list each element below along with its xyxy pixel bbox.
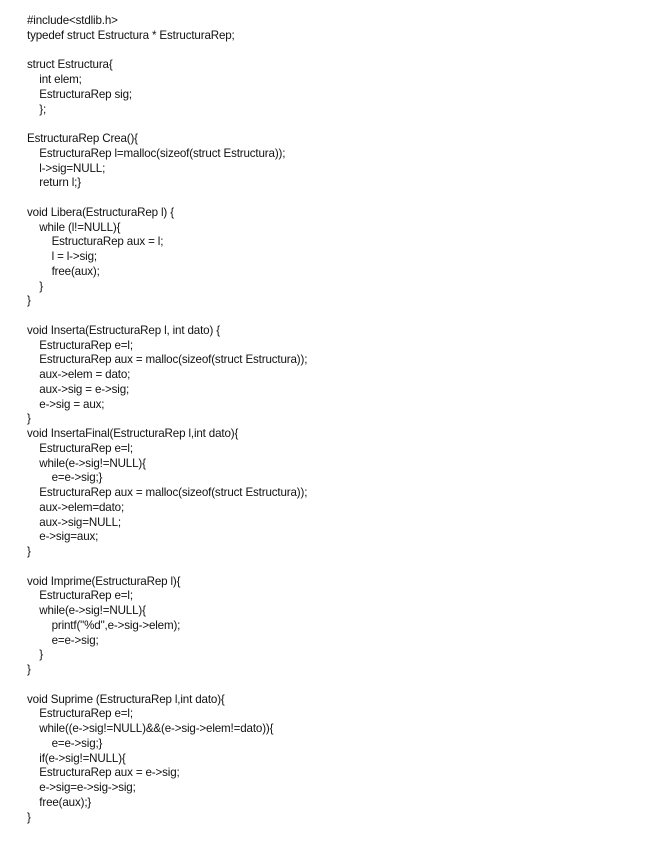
code-line: EstructuraRep aux = l; bbox=[27, 235, 164, 249]
code-line: void Libera(EstructuraRep l) { bbox=[27, 205, 174, 219]
code-line: free(aux); bbox=[27, 264, 100, 278]
code-line: printf("%d",e->sig->elem); bbox=[27, 618, 181, 632]
code-line bbox=[27, 44, 647, 59]
code-line: EstructuraRep sig; bbox=[27, 87, 132, 101]
code-line: } bbox=[27, 294, 31, 308]
code-line: #include<stdlib.h> bbox=[27, 14, 118, 27]
code-line bbox=[27, 560, 647, 575]
code-line: while (l!=NULL){ bbox=[27, 220, 121, 234]
code-line: EstructuraRep e=l; bbox=[27, 589, 133, 603]
code-line: aux->elem = dato; bbox=[27, 368, 131, 381]
code-line: aux->sig=NULL; bbox=[27, 515, 121, 529]
code-line: while(e->sig!=NULL){ bbox=[27, 604, 146, 617]
code-line: } bbox=[27, 279, 44, 293]
code-line: void Inserta(EstructuraRep l, int dato) { bbox=[27, 323, 220, 337]
code-line: free(aux);} bbox=[27, 795, 92, 809]
code-line: void Imprime(EstructuraRep l){ bbox=[27, 574, 181, 588]
code-line: aux->elem=dato; bbox=[27, 500, 125, 514]
code-line bbox=[27, 191, 647, 206]
code-line: while((e->sig!=NULL)&&(e->sig->elem!=dato)){ bbox=[27, 722, 274, 735]
code-line: EstructuraRep aux = malloc(sizeof(struct Estructura)); bbox=[27, 353, 308, 367]
code-line: EstructuraRep e=l; bbox=[27, 707, 133, 721]
code-line: l = l->sig; bbox=[27, 250, 97, 263]
code-line bbox=[27, 117, 647, 132]
code-line: } bbox=[27, 412, 31, 426]
code-listing bbox=[27, 14, 647, 825]
code-line: e->sig=e->sig->sig; bbox=[27, 781, 136, 794]
code-line: return l;} bbox=[27, 176, 81, 190]
code-line: EstructuraRep aux = e->sig; bbox=[27, 766, 180, 780]
code-line: e=e->sig; bbox=[27, 633, 99, 647]
code-line: e=e->sig;} bbox=[27, 471, 103, 485]
code-line: while(e->sig!=NULL){ bbox=[27, 456, 146, 470]
code-line bbox=[27, 678, 647, 693]
code-line: int elem; bbox=[27, 73, 82, 86]
code-line: } bbox=[27, 663, 31, 676]
code-line: } bbox=[27, 810, 31, 824]
code-line: aux->sig = e->sig; bbox=[27, 382, 130, 396]
code-line: EstructuraRep l=malloc(sizeof(struct Estructura)); bbox=[27, 146, 286, 160]
code-line: e->sig = aux; bbox=[27, 397, 105, 411]
code-line: EstructuraRep aux = malloc(sizeof(struct Estructura)); bbox=[27, 486, 308, 499]
code-line: struct Estructura{ bbox=[27, 58, 113, 72]
code-line: } bbox=[27, 648, 44, 662]
code-line: void Suprime (EstructuraRep l,int dato){ bbox=[27, 692, 225, 706]
code-line: e=e->sig;} bbox=[27, 736, 103, 750]
code-line: void InsertaFinal(EstructuraRep l,int dato){ bbox=[27, 427, 239, 440]
code-line: }; bbox=[27, 102, 47, 116]
code-line: } bbox=[27, 545, 31, 558]
code-line: EstructuraRep e=l; bbox=[27, 338, 133, 352]
code-line bbox=[27, 309, 647, 324]
code-line: EstructuraRep Crea(){ bbox=[27, 132, 138, 145]
code-line: EstructuraRep e=l; bbox=[27, 441, 133, 455]
code-line: typedef struct Estructura * EstructuraRep; bbox=[27, 28, 235, 42]
code-line: l->sig=NULL; bbox=[27, 161, 106, 175]
code-line: if(e->sig!=NULL){ bbox=[27, 751, 126, 765]
code-line: e->sig=aux; bbox=[27, 530, 99, 544]
